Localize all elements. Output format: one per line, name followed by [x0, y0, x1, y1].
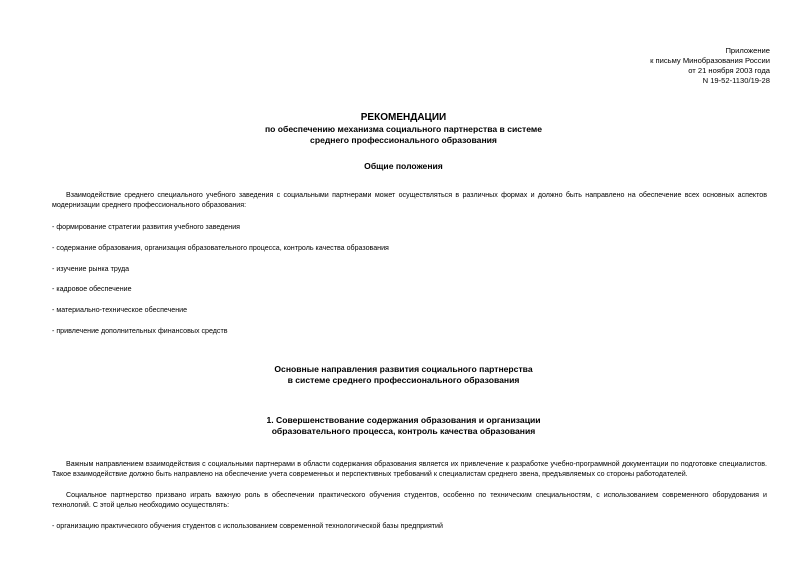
list-item: - материально-техническое обеспечение	[52, 306, 188, 314]
appendix-line: N 19-52-1130/19-28	[702, 76, 770, 85]
document-title	[0, 112, 807, 146]
list-item: - формирование стратегии развития учебного заведения	[52, 223, 241, 231]
title-sub-line: по обеспечению механизма социального партнерства в системе	[264, 124, 543, 134]
list-item: - изучение рынка труда	[52, 265, 130, 273]
appendix-line: Приложение	[725, 46, 770, 55]
directions-heading	[0, 364, 807, 386]
section1-heading	[0, 415, 807, 437]
section1-paragraph: Важным направлением взаимодействия с социальными партнерами в области содержания образования является их привлечение к разработке учебно-программной документации по подготовке специалистов. Такое взаимодействие должно быть направлено на обеспечение учета современных и перспективных требований к специалистам среднего звена, предъявляемых со стороны работодателей.	[52, 460, 767, 478]
title-sub-line: среднего профессионального образования	[310, 135, 497, 145]
general-paragraph: Взаимодействие среднего специального учебного заведения с социальными партнерами может осуществляться в различных формах и должно быть направлено на обеспечение всех основных аспектов модернизации среднего профессионального образования:	[52, 191, 767, 209]
title-main: РЕКОМЕНДАЦИИ	[360, 112, 447, 123]
heading-line: в системе среднего профессионального образования	[287, 375, 520, 385]
heading-line: Основные направления развития социального партнерства	[274, 364, 533, 374]
list-item: - кадровое обеспечение	[52, 285, 132, 293]
section1-paragraph: Социальное партнерство призвано играть важную роль в обеспечении практического обучения студентов, особенно по техническим специальностям, с использованием современного оборудования и технологий. С этой целью необходимо осуществлять:	[52, 491, 767, 509]
list-item: - организацию практического обучения студентов с использованием современной технологической базы предприятий	[52, 522, 443, 530]
appendix-line: от 21 ноября 2003 года	[688, 66, 770, 75]
appendix-note	[650, 46, 770, 86]
heading-line: 1. Совершенствование содержания образования и организации	[266, 415, 541, 425]
general-heading: Общие положения	[364, 161, 443, 171]
appendix-line: к письму Минобразования России	[650, 56, 770, 65]
heading-line: образовательного процесса, контроль качества образования	[271, 426, 536, 436]
list-item: - привлечение дополнительных финансовых средств	[52, 327, 228, 335]
list-item: - содержание образования, организация образовательного процесса, контроль качества образования	[52, 244, 389, 252]
